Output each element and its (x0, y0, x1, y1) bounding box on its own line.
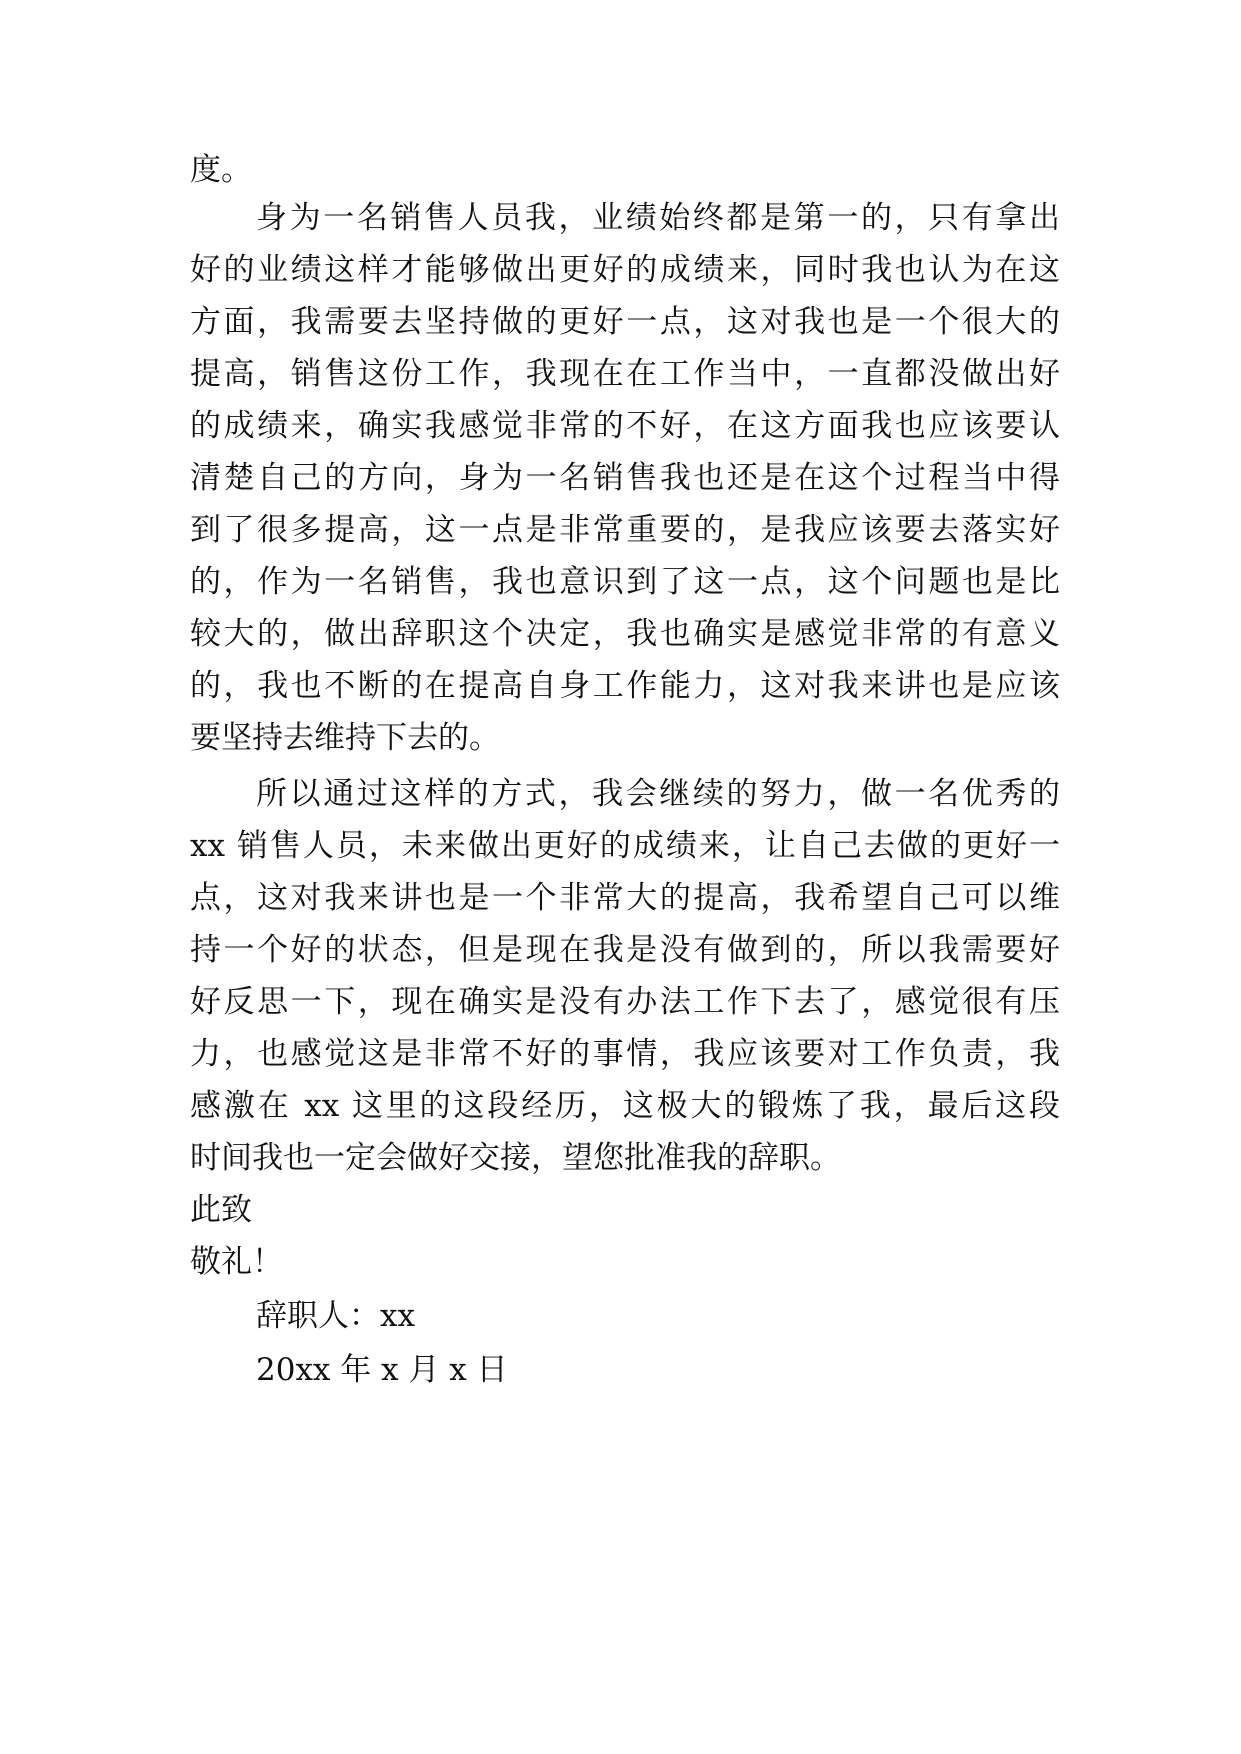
text-line: 力，也感觉这是非常不好的事情，我应该要对工作负责，我 (190, 1036, 1060, 1072)
text-line: 提高，销售这份工作，我现在在工作当中，一直都没做出好 (190, 356, 1060, 392)
signer-name: 辞职人：xx (256, 1298, 415, 1334)
text-line: 的，我也不断的在提高自身工作能力，这对我来讲也是应该 (190, 668, 1060, 704)
paragraph-first-line: 身为一名销售人员我，业绩始终都是第一的，只有拿出 (256, 200, 1060, 236)
text-line: 的，作为一名销售，我也意识到了这一点，这个问题也是比 (190, 564, 1060, 600)
text-line: 持一个好的状态，但是现在我是没有做到的，所以我需要好 (190, 932, 1060, 968)
text-line: xx 销售人员，未来做出更好的成绩来，让自己去做的更好一 (190, 828, 1060, 864)
paragraph-first-line: 所以通过这样的方式，我会继续的努力，做一名优秀的 (256, 776, 1060, 812)
closing-regards: 敬礼！ (190, 1244, 283, 1280)
text-line: 感激在 xx 这里的这段经历，这极大的锻炼了我，最后这段 (190, 1088, 1060, 1124)
text-line: 较大的，做出辞职这个决定，我也确实是感觉非常的有意义 (190, 616, 1060, 652)
signature-date: 20xx 年 x 月 x 日 (256, 1352, 508, 1388)
closing-salutation: 此致 (190, 1192, 252, 1228)
text-line: 方面，我需要去坚持做的更好一点，这对我也是一个很大的 (190, 304, 1060, 340)
text-line: 点，这对我来讲也是一个非常大的提高，我希望自己可以维 (190, 880, 1060, 916)
text-line: 清楚自己的方向，身为一名销售我也还是在这个过程当中得 (190, 460, 1060, 496)
text-line: 到了很多提高，这一点是非常重要的，是我应该要去落实好 (190, 512, 1060, 548)
text-line: 要坚持去维持下去的。 (190, 720, 500, 756)
text-line: 的成绩来，确实我感觉非常的不好，在这方面我也应该要认 (190, 408, 1060, 444)
text-line: 好的业绩这样才能够做出更好的成绩来，同时我也认为在这 (190, 252, 1060, 288)
text-line: 好反思一下，现在确实是没有办法工作下去了，感觉很有压 (190, 984, 1060, 1020)
text-line: 度。 (190, 152, 252, 188)
text-line: 时间我也一定会做好交接，望您批准我的辞职。 (190, 1140, 841, 1176)
